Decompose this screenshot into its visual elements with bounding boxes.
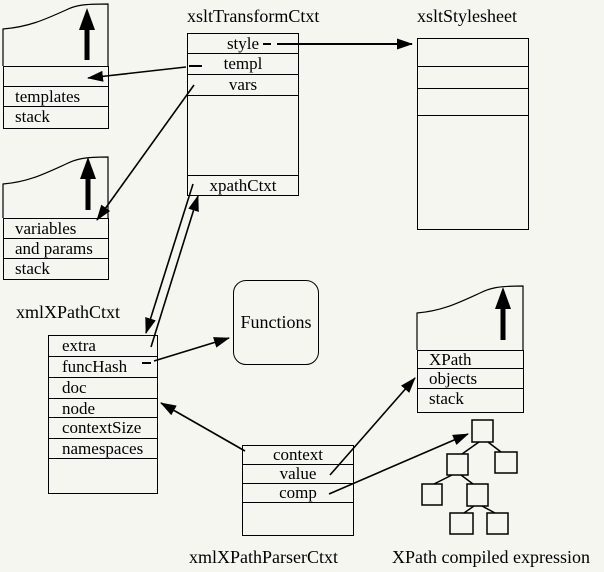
parser-ctxt-title: xmlXPathParserCtxt xyxy=(189,547,338,567)
tree-edge xyxy=(488,442,501,452)
arrow-context-to-node xyxy=(161,403,245,451)
variables-stack xyxy=(3,218,109,280)
up-arrow-icon xyxy=(80,157,96,210)
xpath-stack-torn-top xyxy=(417,286,523,350)
stylesheet-title: xsltStylesheet xyxy=(417,6,517,26)
tree-edge xyxy=(461,475,473,484)
stack-slot-stack: stack xyxy=(15,107,50,126)
field-doc: doc xyxy=(49,378,157,399)
stack-slot-stack: stack xyxy=(15,259,50,278)
stylesheet-struct xyxy=(417,38,529,230)
tree-node xyxy=(487,513,508,534)
field-value: value xyxy=(243,465,353,484)
tree-node xyxy=(467,484,488,506)
stylesheet-field xyxy=(418,89,528,116)
field-xpathctxt: xpathCtxt xyxy=(188,175,298,195)
parser-ctxt-struct xyxy=(242,445,354,536)
up-arrow-icon xyxy=(79,8,95,60)
tree-node xyxy=(472,420,493,442)
stack-slot-templates: templates xyxy=(4,87,108,107)
transform-ctxt-struct xyxy=(187,33,299,196)
field-templ: templ xyxy=(188,54,298,75)
arrow-vars-to-variables-stack xyxy=(97,85,194,220)
stack-slot-xpath: XPath xyxy=(418,351,523,369)
templates-stack xyxy=(3,66,109,129)
functions-label: Functions xyxy=(240,312,312,332)
stack-slot-stack: stack xyxy=(429,389,464,408)
stack-slot-objects: objects xyxy=(418,369,523,389)
tree-node xyxy=(495,452,517,473)
compiled-expression-title: XPath compiled expression xyxy=(392,547,590,567)
stylesheet-field xyxy=(418,39,528,67)
transform-ctxt-title: xsltTransformCtxt xyxy=(187,6,320,26)
up-arrow-icon xyxy=(495,287,511,340)
tree-edge xyxy=(462,442,479,454)
field-comp: comp xyxy=(243,484,353,503)
xpath-ctxt-struct xyxy=(48,335,158,494)
tree-edge xyxy=(464,506,474,513)
xpath-ctxt-title: xmlXPathCtxt xyxy=(16,302,121,322)
field-context: context xyxy=(243,446,353,465)
stack-slot-variables: variables xyxy=(4,219,108,239)
struct-empty-area xyxy=(243,503,353,535)
field-contextsize: contextSize xyxy=(49,418,157,439)
tree-node xyxy=(447,454,468,475)
tree-node xyxy=(450,513,473,534)
struct-empty-area xyxy=(49,459,157,493)
field-namespaces: namespaces xyxy=(49,439,157,459)
xpath-objects-stack xyxy=(417,350,524,413)
tree-edge xyxy=(482,506,495,513)
tree-edge xyxy=(434,475,452,484)
compiled-expression-tree xyxy=(422,420,517,534)
field-extra: extra xyxy=(49,336,157,357)
templates-stack-torn-top xyxy=(3,4,108,66)
field-style: style xyxy=(188,34,298,54)
arrow-xmlxpathctxt-to-xpathctxt xyxy=(151,196,198,347)
field-vars: vars xyxy=(188,75,298,96)
struct-empty-area xyxy=(188,96,298,175)
struct-empty-area xyxy=(418,116,528,229)
field-funchash: funcHash xyxy=(49,357,157,378)
stylesheet-field xyxy=(418,67,528,89)
stack-slot-and-params: and params xyxy=(4,239,108,259)
field-node: node xyxy=(49,399,157,418)
tree-node xyxy=(422,484,442,505)
variables-stack-torn-top xyxy=(3,157,108,218)
stack-slot xyxy=(4,67,108,87)
functions-box xyxy=(233,280,319,365)
arrow-xpathctxt-to-xmlxpathctxt xyxy=(146,184,193,333)
